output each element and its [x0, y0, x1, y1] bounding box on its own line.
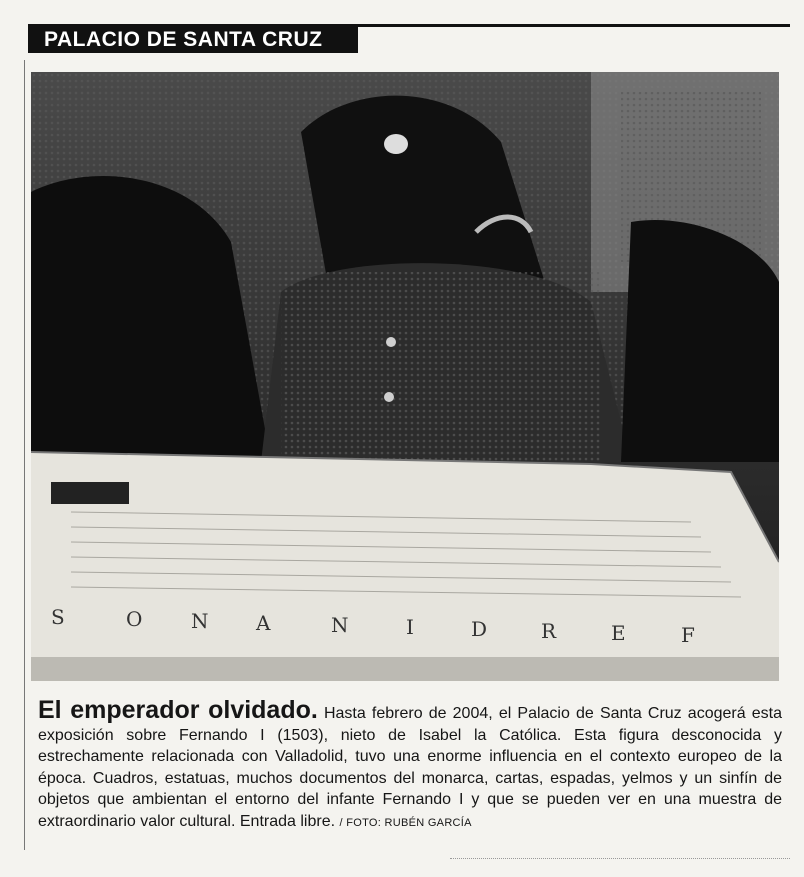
plaque-letter: N	[331, 613, 349, 637]
article-headline: El emperador olvidado.	[38, 696, 318, 724]
plaque-letter: N	[191, 609, 209, 633]
photo-credit: / FOTO: RUBÉN GARCÍA	[339, 816, 472, 829]
photo-illustration	[31, 72, 779, 681]
plaque-letter: R	[541, 619, 557, 643]
section-title: PALACIO DE SANTA CRUZ	[28, 27, 358, 53]
plaque-letter: E	[611, 621, 626, 645]
plaque-letter: A	[256, 611, 271, 635]
article-body: Hasta febrero de 2004, el Palacio de Santa Cruz acogerá esta exposición sobre Fernando I (1503), nieto de Isabel la Católica. Esta figura desconocida y estrechamente relacionada con Valladolid, tuvo una enorme influencia en el contexto europeo de la época. Cuadros, estatuas, muchos documentos del monarca, cartas, espadas, yelmos y un sinfín de objetos que ambientan el entorno del infante Fernando I y que se pueden ver en una muestra de extraordinario valor cultural. Entrada libre.	[38, 705, 782, 830]
plaque-letter: F	[681, 623, 695, 647]
plaque-letter: D	[471, 617, 488, 641]
news-photo	[31, 72, 779, 681]
column-rule	[24, 60, 25, 850]
footer-divider	[450, 858, 790, 860]
photo-caption	[38, 696, 782, 834]
plaque-letter: S	[51, 605, 65, 629]
plaque-letter: O	[126, 607, 143, 631]
plaque-letter: I	[406, 615, 414, 639]
section-header	[28, 24, 790, 57]
